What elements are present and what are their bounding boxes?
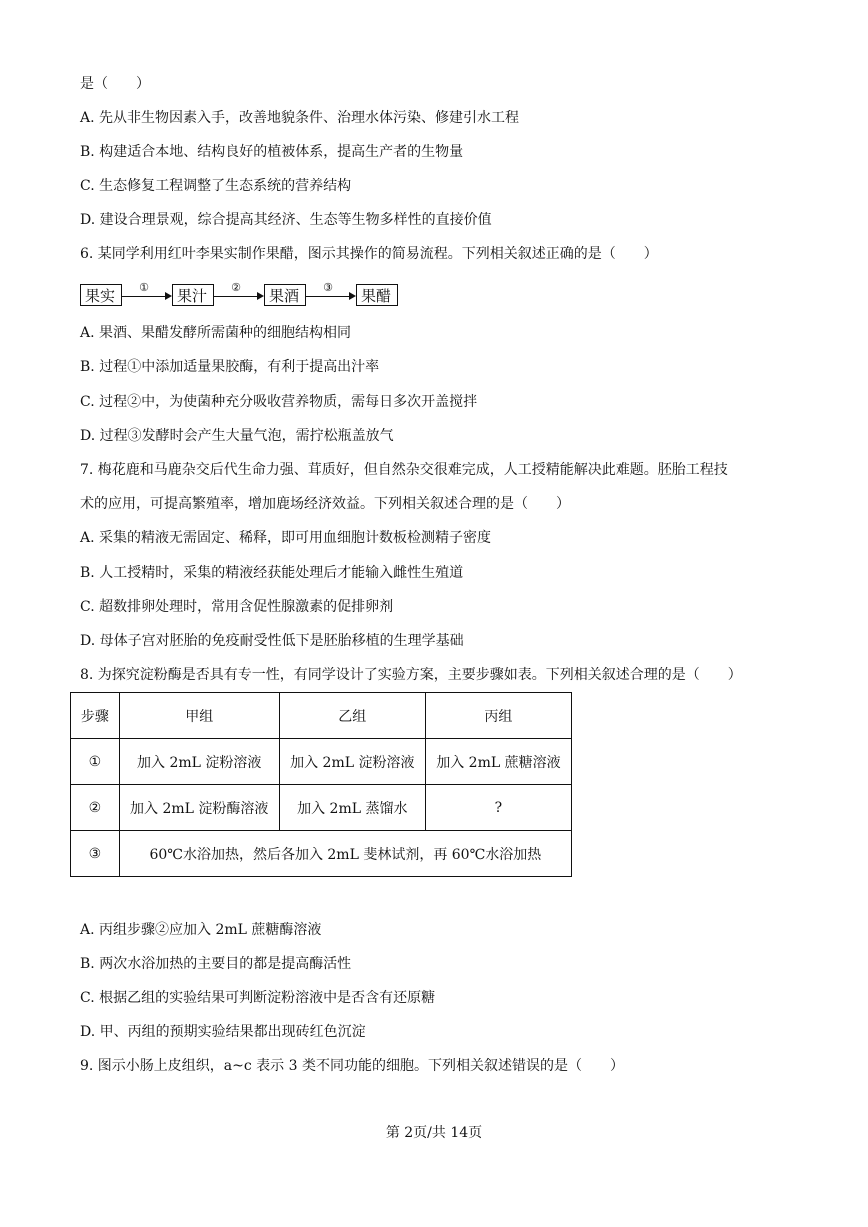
page-footer: 第 2页/共 14页: [385, 1125, 483, 1141]
table-cell: 加入 2mL 蔗糖溶液: [425, 739, 571, 785]
option-b: B. 构建适合本地、结构良好的植被体系，提高生产者的生物量: [80, 144, 464, 160]
flow-arrow-3: [306, 281, 356, 308]
option-a: A. 果酒、果醋发酵所需菌种的细胞结构相同: [80, 325, 352, 341]
option-a: A. 丙组步骤②应加入 2mL 蔗糖酶溶液: [80, 922, 322, 938]
flow-node-wine: 果酒: [264, 284, 306, 306]
question-8: 8. 为探究淀粉酶是否具有专一性，有同学设计了实验方案，主要步骤如表。下列相关叙述合理的是（ ）: [80, 667, 742, 683]
table-cell: ②: [71, 785, 120, 831]
flow-node-juice: 果汁: [172, 284, 214, 306]
option-d: D. 甲、丙组的预期实验结果都出现砖红色沉淀: [80, 1024, 366, 1040]
question-9: 9. 图示小肠上皮组织，a~c 表示 3 类不同功能的细胞。下列相关叙述错误的是（ ）: [80, 1058, 624, 1074]
option-d: D. 母体子宫对胚胎的免疫耐受性低下是胚胎移植的生理学基础: [80, 633, 464, 649]
table-row: [71, 831, 572, 877]
table-header-cell: 丙组: [425, 693, 571, 739]
process-flow-diagram: [80, 281, 400, 308]
table-header-cell: 甲组: [119, 693, 279, 739]
option-c: C. 过程②中，为使菌种充分吸收营养物质，需每日多次开盖搅拌: [80, 394, 478, 410]
table-row: [71, 785, 572, 831]
experiment-table: [70, 692, 572, 877]
table-cell: ①: [71, 739, 120, 785]
option-a: A. 先从非生物因素入手，改善地貌条件、治理水体污染、修建引水工程: [80, 110, 520, 126]
question-7: 7. 梅花鹿和马鹿杂交后代生命力强、茸质好，但自然杂交很难完成，人工授精能解决此难题。胚胎工程技: [80, 462, 728, 478]
flow-node-vinegar: 果醋: [356, 284, 398, 306]
flow-step-label: ①: [139, 281, 149, 294]
table-cell: 加入 2mL 淀粉溶液: [279, 739, 425, 785]
table-cell-merged: 60℃水浴加热，然后各加入 2mL 斐林试剂，再 60℃水浴加热: [119, 831, 571, 877]
option-d: D. 过程③发酵时会产生大量气泡，需拧松瓶盖放气: [80, 428, 394, 444]
table-row: [71, 739, 572, 785]
question-6: 6. 某同学利用红叶李果实制作果醋，图示其操作的简易流程。下列相关叙述正确的是（ ）: [80, 246, 658, 262]
option-b: B. 人工授精时，采集的精液经获能处理后才能输入雌性生殖道: [80, 565, 464, 581]
text-line: 是（ ）: [80, 76, 150, 92]
flow-step-label: ②: [231, 281, 241, 294]
flow-step-label: ③: [323, 281, 333, 294]
table-header-cell: 步骤: [71, 693, 120, 739]
option-c: C. 生态修复工程调整了生态系统的营养结构: [80, 178, 352, 194]
table-header-cell: 乙组: [279, 693, 425, 739]
flow-arrow-1: [122, 281, 172, 308]
option-b: B. 过程①中添加适量果胶酶，有利于提高出汁率: [80, 359, 380, 375]
option-b: B. 两次水浴加热的主要目的都是提高酶活性: [80, 956, 352, 972]
table-cell: ?: [425, 785, 571, 831]
option-c: C. 超数排卵处理时，常用含促性腺激素的促排卵剂: [80, 599, 394, 615]
table-cell: 加入 2mL 蒸馏水: [279, 785, 425, 831]
option-d: D. 建设合理景观，综合提高其经济、生态等生物多样性的直接价值: [80, 212, 492, 228]
flow-arrow-2: [214, 281, 264, 308]
table-header-row: [71, 693, 572, 739]
table-cell: ③: [71, 831, 120, 877]
table-cell: 加入 2mL 淀粉溶液: [119, 739, 279, 785]
table-cell: 加入 2mL 淀粉酶溶液: [119, 785, 279, 831]
question-7-continued: 术的应用，可提高繁殖率，增加鹿场经济效益。下列相关叙述合理的是（ ）: [80, 496, 570, 512]
option-a: A. 采集的精液无需固定、稀释，即可用血细胞计数板检测精子密度: [80, 530, 492, 546]
flow-node-fruit: 果实: [80, 284, 122, 306]
option-c: C. 根据乙组的实验结果可判断淀粉溶液中是否含有还原糖: [80, 990, 436, 1006]
